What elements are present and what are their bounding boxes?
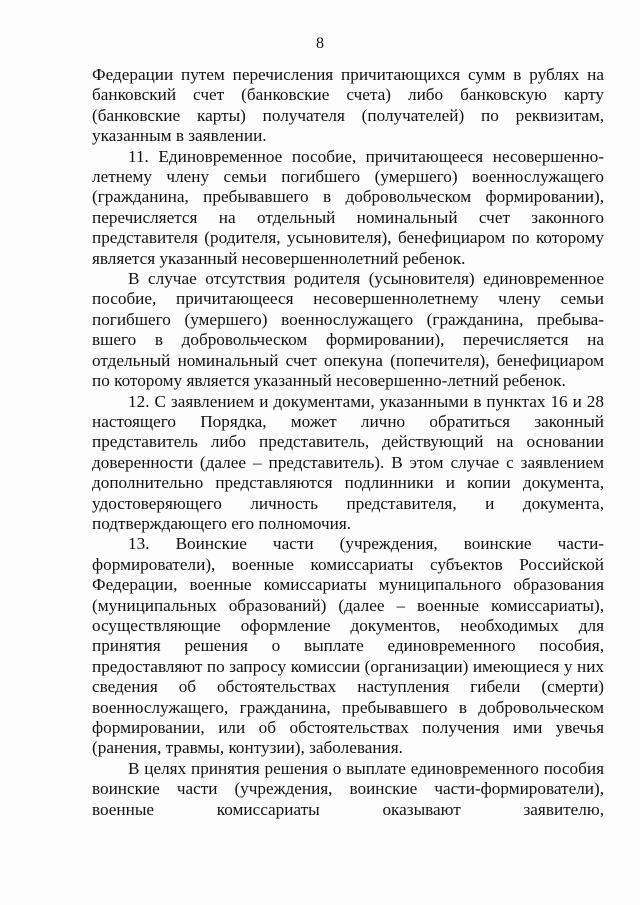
paragraph-payment-transfer: Федерации путем перечисления причитающихся сумм в рублях на банковский счет (банковские счета) либо банковскую карту (банковские карты) получателя (получателей) по реквизитам, указанным в заявлении. xyxy=(92,65,604,146)
paragraph-clause-12: 12. С заявлением и документами, указанными в пунктах 16 и 28 настоящего Порядка, может лично обратиться законный представитель либо представитель, действующий на основании доверенности (далее – представитель). В этом случае с заявлением дополнительно представляются подлинники и копии документа, удостоверяющего личность представителя, и документа, подтверждающего его полномочия. xyxy=(92,391,604,533)
page-number: 8 xyxy=(316,35,324,52)
paragraph-clause-11: 11. Единовременное пособие, причитающееся несовершенно-летнему члену семьи погибшего (умершего) военнослужащего (гражданина, пребывавшего в добровольческом формировании), перечисляется на отдельный номинальный счет законного представителя (родителя, усыновителя), бенефициаром по которому является указанный несовершеннолетний ребенок. xyxy=(92,146,604,268)
document-body xyxy=(92,65,604,820)
paragraph-decision-assistance: В целях принятия решения о выплате единовременного пособия воинские части (учреждения, воинские части-формирователи), военные комиссариаты оказывают заявителю, xyxy=(92,758,604,819)
paragraph-clause-13: 13. Воинские части (учреждения, воинские части-формирователи), военные комиссариаты субъектов Российской Федерации, военные комиссариаты муниципального образования (муниципальных образований) (далее – военные комиссариаты), осуществляющие оформление документов, необходимых для принятия решения о выплате единовременного пособия, предоставляют по запросу комиссии (организации) имеющиеся у них сведения об обстоятельствах наступления гибели (смерти) военнослужащего, гражданина, пребывавшего в добровольческом формировании, или об обстоятельствах получения ими увечья (ранения, травмы, контузии), заболевания. xyxy=(92,534,604,758)
paragraph-guardian-case: В случае отсутствия родителя (усыновителя) единовременное пособие, причитающееся несовершеннолетнему члену семьи погибшего (умершего) военнослужащего (гражданина, пребыва-вшего в добровольческом формировании), перечисляется на отдельный номинальный счет опекуна (попечителя), бенефициаром по которому является указанный несовершенно-летний ребенок. xyxy=(92,269,604,391)
